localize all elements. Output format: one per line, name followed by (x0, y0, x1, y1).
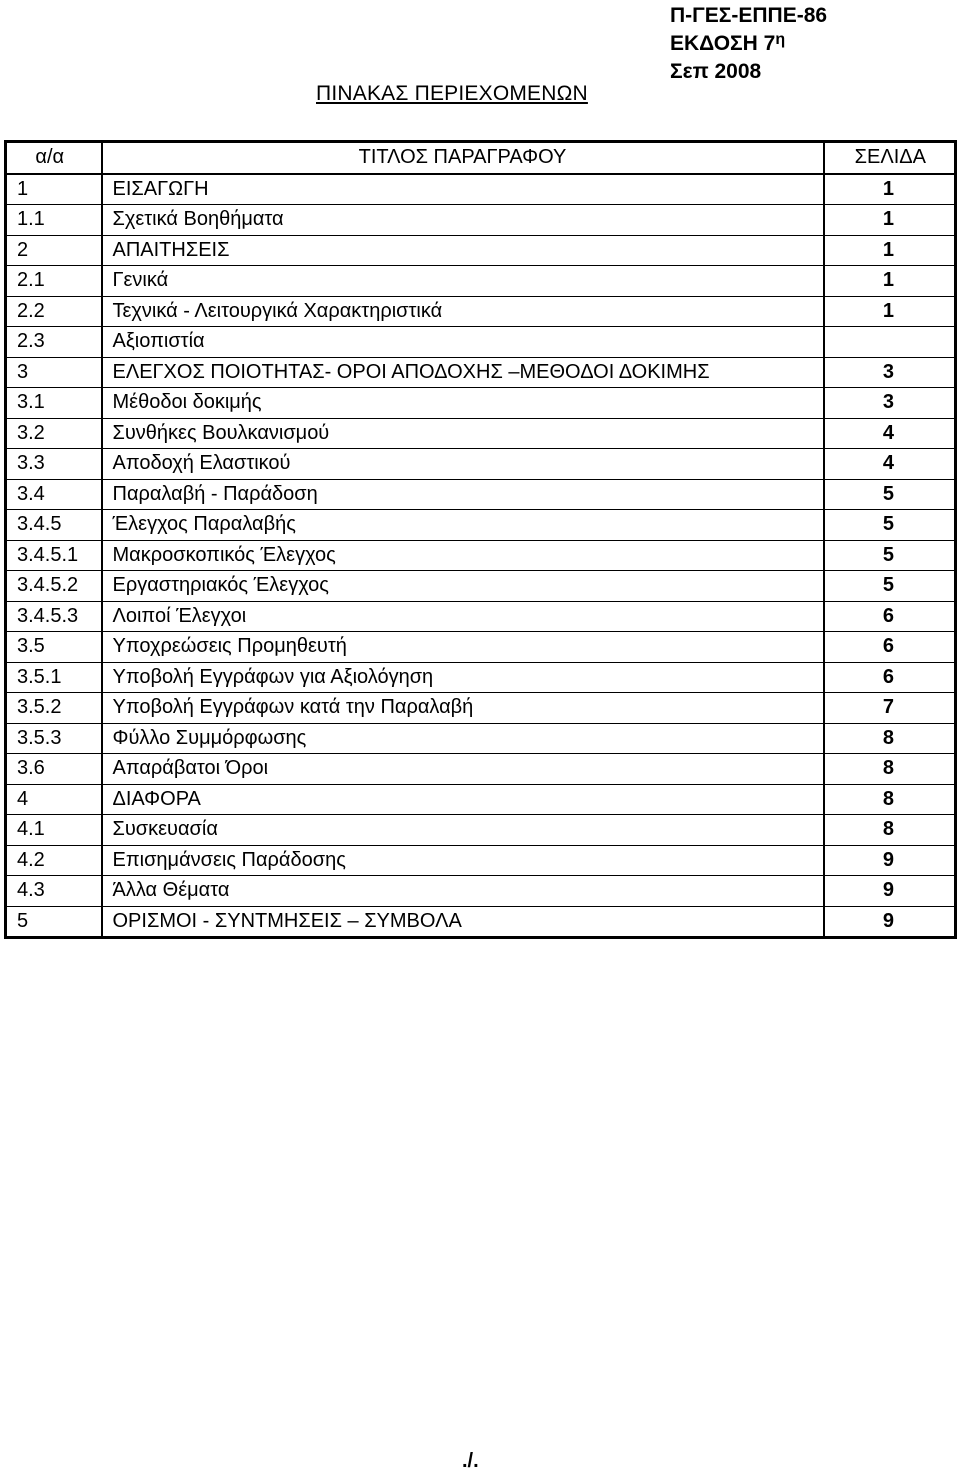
row-page: 9 (824, 906, 956, 938)
row-title: ΔΙΑΦΟΡΑ (102, 784, 824, 815)
row-number: 5 (6, 906, 102, 938)
table-row (6, 357, 956, 388)
table-row (6, 906, 956, 938)
row-number: 3.2 (6, 418, 102, 449)
row-title: Συσκευασία (102, 815, 824, 846)
edition-label: ΕΚΔΟΣΗ 7 (670, 32, 776, 55)
table-row (6, 784, 956, 815)
document-date: Σεπ 2008 (670, 60, 762, 83)
row-number: 3.3 (6, 449, 102, 480)
row-page: 6 (824, 662, 956, 693)
row-title: ΑΠΑΙΤΗΣΕΙΣ (102, 235, 824, 266)
row-page: 4 (824, 449, 956, 480)
row-number: 4.1 (6, 815, 102, 846)
row-title: Άλλα Θέματα (102, 876, 824, 907)
table-row (6, 632, 956, 663)
toc-table (4, 140, 957, 939)
row-title: ΟΡΙΣΜΟΙ - ΣΥΝΤΜΗΣΕΙΣ – ΣΥΜΒΟΛΑ (102, 906, 824, 938)
row-page: 9 (824, 876, 956, 907)
row-page: 6 (824, 632, 956, 663)
row-page: 9 (824, 845, 956, 876)
row-number: 3.6 (6, 754, 102, 785)
row-page: 1 (824, 205, 956, 236)
row-title: Υποχρεώσεις Προμηθευτή (102, 632, 824, 663)
row-title: ΕΛΕΓΧΟΣ ΠΟΙΟΤΗΤΑΣ- ΟΡΟΙ ΑΠΟΔΟΧΗΣ –ΜΕΘΟΔΟΙ ΔΟΚΙΜΗΣ (102, 357, 824, 388)
table-row (6, 845, 956, 876)
table-row (6, 754, 956, 785)
row-page: 8 (824, 723, 956, 754)
row-number: 3.4.5.1 (6, 540, 102, 571)
table-row (6, 571, 956, 602)
toc-body (6, 174, 956, 938)
table-row (6, 418, 956, 449)
row-title: Έλεγχος Παραλαβής (102, 510, 824, 541)
table-row (6, 876, 956, 907)
row-page: 5 (824, 479, 956, 510)
row-title: Αξιοπιστία (102, 327, 824, 358)
row-number: 3.4.5 (6, 510, 102, 541)
table-row (6, 601, 956, 632)
row-number: 2.3 (6, 327, 102, 358)
edition-superscript: η (775, 31, 786, 48)
continuation-mark: ./. (462, 1450, 479, 1472)
table-row (6, 693, 956, 724)
toc-header-row (6, 142, 956, 174)
table-row (6, 510, 956, 541)
row-number: 3 (6, 357, 102, 388)
row-title: Τεχνικά - Λειτουργικά Χαρακτηριστικά (102, 296, 824, 327)
toc-title: ΠΙΝΑΚΑΣ ΠΕΡΙΕΧΟΜΕΝΩΝ (316, 82, 588, 105)
row-title: Γενικά (102, 266, 824, 297)
row-title: Υποβολή Εγγράφων κατά την Παραλαβή (102, 693, 824, 724)
row-page: 3 (824, 388, 956, 419)
row-number: 4.3 (6, 876, 102, 907)
row-number: 2 (6, 235, 102, 266)
row-page: 5 (824, 540, 956, 571)
row-title: Μέθοδοι δοκιμής (102, 388, 824, 419)
row-page: 3 (824, 357, 956, 388)
row-page (824, 327, 956, 358)
row-number: 3.5.1 (6, 662, 102, 693)
row-number: 4.2 (6, 845, 102, 876)
document-edition (670, 30, 827, 58)
document-header (670, 2, 827, 86)
row-number: 3.4.5.2 (6, 571, 102, 602)
row-page: 5 (824, 571, 956, 602)
row-page: 8 (824, 815, 956, 846)
row-number: 3.5.3 (6, 723, 102, 754)
row-page: 7 (824, 693, 956, 724)
table-row (6, 479, 956, 510)
row-number: 2.2 (6, 296, 102, 327)
table-row (6, 235, 956, 266)
table-row (6, 662, 956, 693)
row-title: Συνθήκες Βουλκανισμού (102, 418, 824, 449)
row-number: 1.1 (6, 205, 102, 236)
row-title: Παραλαβή - Παράδοση (102, 479, 824, 510)
row-title: Σχετικά Βοηθήματα (102, 205, 824, 236)
row-title: Απαράβατοι Όροι (102, 754, 824, 785)
row-number: 3.4.5.3 (6, 601, 102, 632)
row-page: 1 (824, 174, 956, 205)
table-row (6, 388, 956, 419)
header-page: ΣΕΛΙΔΑ (824, 142, 956, 174)
row-number: 4 (6, 784, 102, 815)
table-row (6, 327, 956, 358)
row-page: 8 (824, 784, 956, 815)
row-title: Υποβολή Εγγράφων για Αξιολόγηση (102, 662, 824, 693)
header-title: ΤΙΤΛΟΣ ΠΑΡΑΓΡΑΦΟΥ (102, 142, 824, 174)
table-row (6, 205, 956, 236)
table-row (6, 540, 956, 571)
table-row (6, 174, 956, 205)
document-code: Π-ΓΕΣ-ΕΠΠΕ-86 (670, 4, 828, 27)
table-row (6, 723, 956, 754)
row-number: 3.1 (6, 388, 102, 419)
row-page: 1 (824, 266, 956, 297)
row-page: 6 (824, 601, 956, 632)
row-page: 1 (824, 296, 956, 327)
row-number: 2.1 (6, 266, 102, 297)
row-title: Λοιποί Έλεγχοι (102, 601, 824, 632)
row-title: ΕΙΣΑΓΩΓΗ (102, 174, 824, 205)
table-row (6, 815, 956, 846)
row-title: Εργαστηριακός Έλεγχος (102, 571, 824, 602)
header-number: α/α (6, 142, 102, 174)
row-page: 4 (824, 418, 956, 449)
row-number: 3.5 (6, 632, 102, 663)
row-title: Μακροσκοπικός Έλεγχος (102, 540, 824, 571)
row-title: Επισημάνσεις Παράδοσης (102, 845, 824, 876)
row-number: 3.5.2 (6, 693, 102, 724)
table-row (6, 296, 956, 327)
table-row (6, 449, 956, 480)
row-number: 1 (6, 174, 102, 205)
table-row (6, 266, 956, 297)
row-page: 5 (824, 510, 956, 541)
row-page: 8 (824, 754, 956, 785)
row-title: Αποδοχή Ελαστικού (102, 449, 824, 480)
row-page: 1 (824, 235, 956, 266)
row-number: 3.4 (6, 479, 102, 510)
row-title: Φύλλο Συμμόρφωσης (102, 723, 824, 754)
